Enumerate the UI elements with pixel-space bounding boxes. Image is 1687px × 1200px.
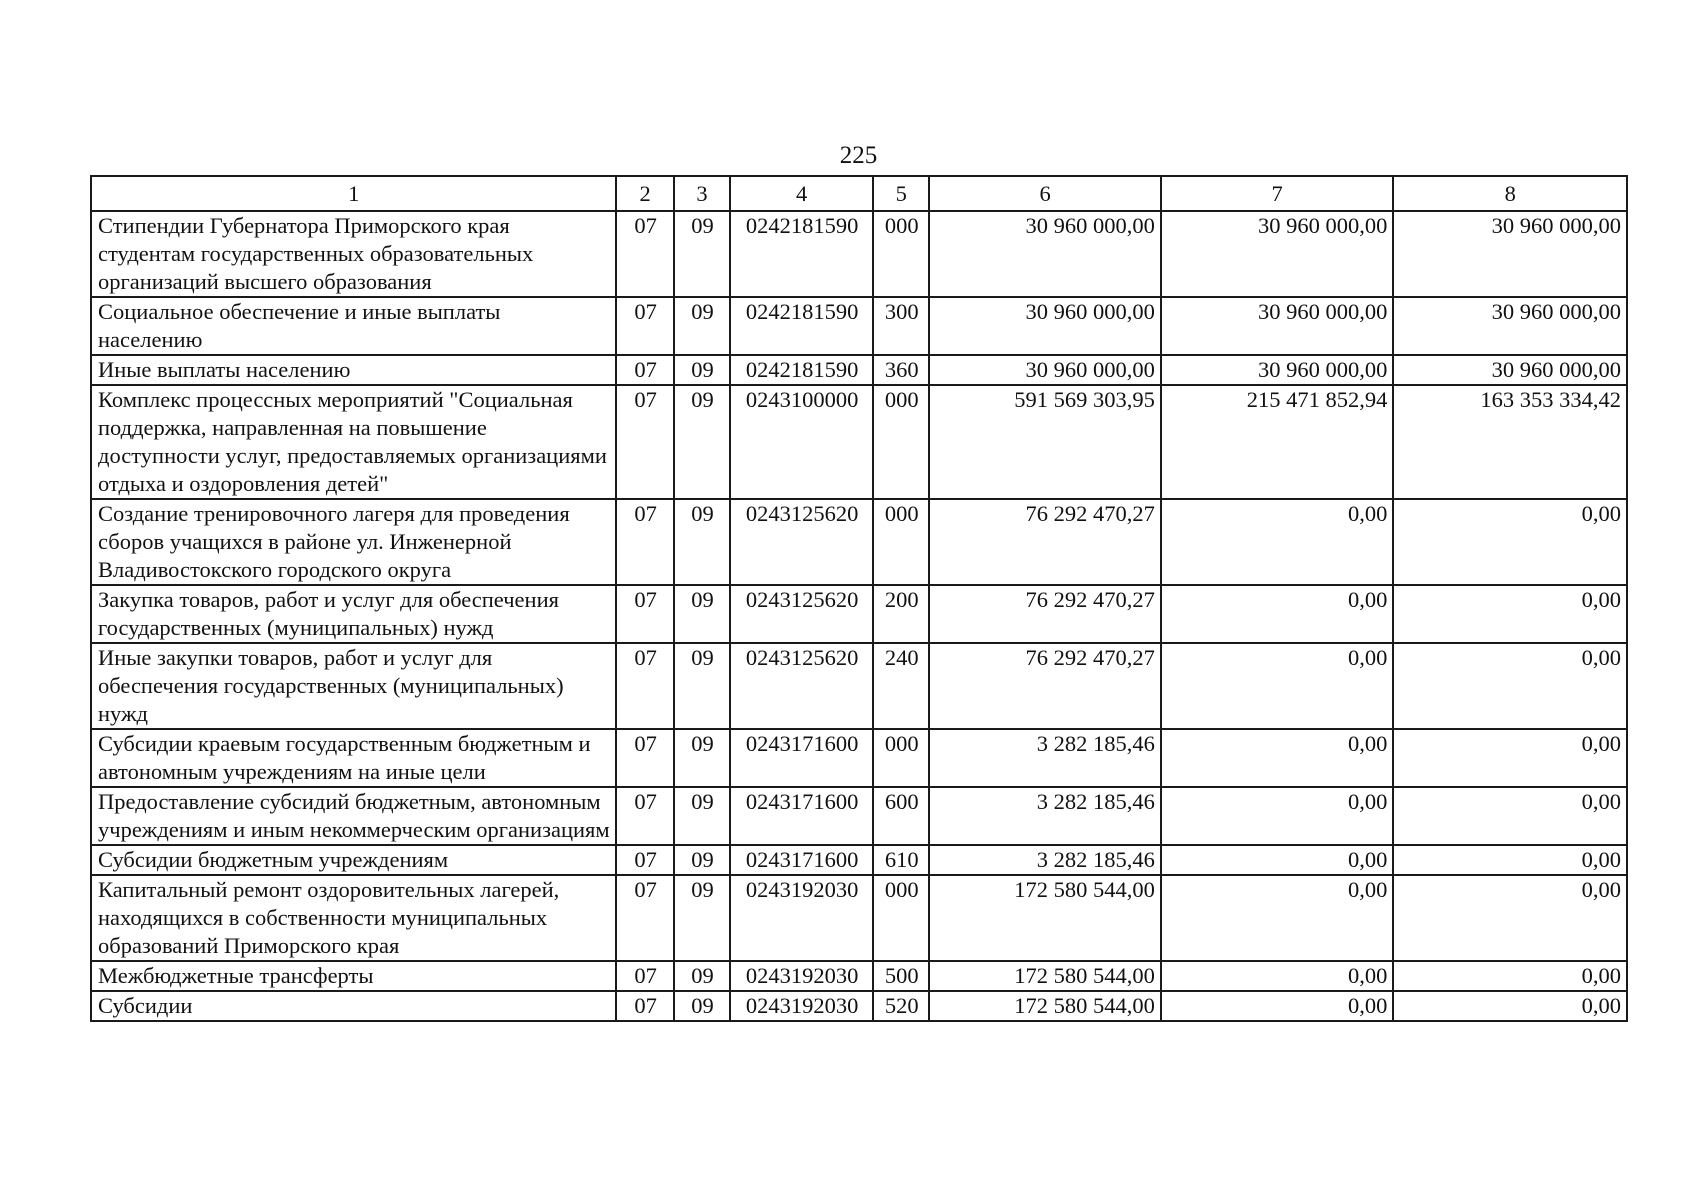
section-code-cell: 07: [616, 787, 673, 845]
target-article-cell: 0243125620: [730, 499, 873, 585]
item-name-cell: Капитальный ремонт оздоровительных лагерей, находящихся в собственности муниципальных образований Приморского края: [91, 875, 616, 961]
amount-col7-cell: 0,00: [1161, 585, 1394, 643]
subsection-code-cell: 09: [674, 845, 730, 875]
amount-col8-cell: 0,00: [1393, 729, 1627, 787]
expense-type-cell: 600: [873, 787, 929, 845]
subsection-code-cell: 09: [674, 355, 730, 385]
item-name-cell: Межбюджетные трансферты: [91, 961, 616, 991]
amount-col7-cell: 30 960 000,00: [1161, 297, 1394, 355]
table-row: [91, 991, 1627, 1021]
column-number-row: [91, 176, 1627, 211]
item-name-cell: Стипендии Губернатора Приморского края студентам государственных образовательных организаций высшего образования: [91, 211, 616, 297]
amount-col8-cell: 0,00: [1393, 499, 1627, 585]
expense-type-cell: 500: [873, 961, 929, 991]
target-article-cell: 0243192030: [730, 961, 873, 991]
table-row: [91, 355, 1627, 385]
expense-type-cell: 000: [873, 385, 929, 499]
section-code-cell: 07: [616, 845, 673, 875]
amount-col6-cell: 172 580 544,00: [929, 991, 1161, 1021]
column-header-4: 4: [730, 176, 873, 211]
amount-col8-cell: 0,00: [1393, 961, 1627, 991]
page-number: 225: [839, 142, 878, 169]
item-name-cell: Социальное обеспечение и иные выплаты населению: [91, 297, 616, 355]
item-name-cell: Иные выплаты населению: [91, 355, 616, 385]
amount-col7-cell: 0,00: [1161, 845, 1394, 875]
amount-col8-cell: 30 960 000,00: [1393, 355, 1627, 385]
target-article-cell: 0243171600: [730, 729, 873, 787]
table-row: [91, 845, 1627, 875]
section-code-cell: 07: [616, 499, 673, 585]
amount-col8-cell: 0,00: [1393, 787, 1627, 845]
column-header-2: 2: [616, 176, 673, 211]
item-name-cell: Закупка товаров, работ и услуг для обеспечения государственных (муниципальных) нужд: [91, 585, 616, 643]
item-name-cell: Иные закупки товаров, работ и услуг для обеспечения государственных (муниципальных) нужд: [91, 643, 616, 729]
subsection-code-cell: 09: [674, 211, 730, 297]
amount-col6-cell: 76 292 470,27: [929, 499, 1161, 585]
table-row: [91, 499, 1627, 585]
target-article-cell: 0243125620: [730, 643, 873, 729]
amount-col7-cell: 30 960 000,00: [1161, 211, 1394, 297]
subsection-code-cell: 09: [674, 385, 730, 499]
item-name-cell: Субсидии бюджетным учреждениям: [91, 845, 616, 875]
item-name-cell: Комплекс процессных мероприятий "Социальная поддержка, направленная на повышение доступности услуг, предоставляемых организациями отдыха и оздоровления детей": [91, 385, 616, 499]
section-code-cell: 07: [616, 385, 673, 499]
target-article-cell: 0243192030: [730, 991, 873, 1021]
section-code-cell: 07: [616, 729, 673, 787]
item-name-cell: Предоставление субсидий бюджетным, автономным учреждениям и иным некоммерческим организациям: [91, 787, 616, 845]
column-header-6: 6: [929, 176, 1161, 211]
budget-table: [90, 175, 1628, 1022]
table-row: [91, 211, 1627, 297]
section-code-cell: 07: [616, 961, 673, 991]
section-code-cell: 07: [616, 211, 673, 297]
subsection-code-cell: 09: [674, 643, 730, 729]
column-header-3: 3: [674, 176, 730, 211]
amount-col6-cell: 30 960 000,00: [929, 297, 1161, 355]
subsection-code-cell: 09: [674, 729, 730, 787]
subsection-code-cell: 09: [674, 297, 730, 355]
amount-col7-cell: 0,00: [1161, 875, 1394, 961]
amount-col7-cell: 0,00: [1161, 991, 1394, 1021]
amount-col8-cell: 163 353 334,42: [1393, 385, 1627, 499]
section-code-cell: 07: [616, 585, 673, 643]
table-row: [91, 875, 1627, 961]
target-article-cell: 0242181590: [730, 355, 873, 385]
amount-col7-cell: 215 471 852,94: [1161, 385, 1394, 499]
subsection-code-cell: 09: [674, 787, 730, 845]
column-header-1: 1: [91, 176, 616, 211]
amount-col6-cell: 172 580 544,00: [929, 961, 1161, 991]
amount-col8-cell: 0,00: [1393, 643, 1627, 729]
amount-col8-cell: 0,00: [1393, 991, 1627, 1021]
target-article-cell: 0243125620: [730, 585, 873, 643]
item-name-cell: Субсидии краевым государственным бюджетным и автономным учреждениям на иные цели: [91, 729, 616, 787]
amount-col7-cell: 0,00: [1161, 499, 1394, 585]
subsection-code-cell: 09: [674, 991, 730, 1021]
amount-col6-cell: 30 960 000,00: [929, 211, 1161, 297]
table-row: [91, 961, 1627, 991]
target-article-cell: 0243100000: [730, 385, 873, 499]
table-row: [91, 297, 1627, 355]
amount-col6-cell: 30 960 000,00: [929, 355, 1161, 385]
section-code-cell: 07: [616, 297, 673, 355]
amount-col7-cell: 0,00: [1161, 729, 1394, 787]
section-code-cell: 07: [616, 643, 673, 729]
subsection-code-cell: 09: [674, 961, 730, 991]
target-article-cell: 0242181590: [730, 211, 873, 297]
column-header-7: 7: [1161, 176, 1394, 211]
amount-col7-cell: 30 960 000,00: [1161, 355, 1394, 385]
amount-col6-cell: 76 292 470,27: [929, 585, 1161, 643]
amount-col7-cell: 0,00: [1161, 787, 1394, 845]
amount-col8-cell: 30 960 000,00: [1393, 211, 1627, 297]
amount-col8-cell: 30 960 000,00: [1393, 297, 1627, 355]
section-code-cell: 07: [616, 991, 673, 1021]
target-article-cell: 0243192030: [730, 875, 873, 961]
amount-col7-cell: 0,00: [1161, 961, 1394, 991]
table-row: [91, 787, 1627, 845]
expense-type-cell: 200: [873, 585, 929, 643]
expense-type-cell: 000: [873, 211, 929, 297]
subsection-code-cell: 09: [674, 499, 730, 585]
amount-col8-cell: 0,00: [1393, 875, 1627, 961]
expense-type-cell: 240: [873, 643, 929, 729]
item-name-cell: Создание тренировочного лагеря для проведения сборов учащихся в районе ул. Инженерной Владивостокского городского округа: [91, 499, 616, 585]
section-code-cell: 07: [616, 355, 673, 385]
target-article-cell: 0242181590: [730, 297, 873, 355]
expense-type-cell: 520: [873, 991, 929, 1021]
target-article-cell: 0243171600: [730, 787, 873, 845]
expense-type-cell: 000: [873, 729, 929, 787]
table-row: [91, 585, 1627, 643]
expense-type-cell: 000: [873, 875, 929, 961]
expense-type-cell: 360: [873, 355, 929, 385]
subsection-code-cell: 09: [674, 585, 730, 643]
item-name-cell: Субсидии: [91, 991, 616, 1021]
expense-type-cell: 610: [873, 845, 929, 875]
table-row: [91, 385, 1627, 499]
table-row: [91, 643, 1627, 729]
target-article-cell: 0243171600: [730, 845, 873, 875]
amount-col6-cell: 3 282 185,46: [929, 729, 1161, 787]
table-row: [91, 729, 1627, 787]
amount-col6-cell: 3 282 185,46: [929, 845, 1161, 875]
expense-type-cell: 300: [873, 297, 929, 355]
column-header-5: 5: [873, 176, 929, 211]
column-header-8: 8: [1393, 176, 1627, 211]
amount-col6-cell: 3 282 185,46: [929, 787, 1161, 845]
amount-col6-cell: 172 580 544,00: [929, 875, 1161, 961]
amount-col6-cell: 591 569 303,95: [929, 385, 1161, 499]
section-code-cell: 07: [616, 875, 673, 961]
amount-col8-cell: 0,00: [1393, 585, 1627, 643]
expense-type-cell: 000: [873, 499, 929, 585]
subsection-code-cell: 09: [674, 875, 730, 961]
amount-col8-cell: 0,00: [1393, 845, 1627, 875]
amount-col7-cell: 0,00: [1161, 643, 1394, 729]
amount-col6-cell: 76 292 470,27: [929, 643, 1161, 729]
